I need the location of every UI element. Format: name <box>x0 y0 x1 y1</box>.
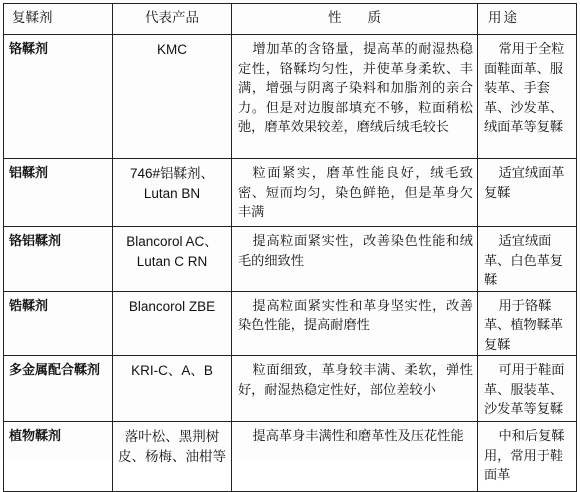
agent-usage: 适宜绒面革复鞣 <box>484 166 565 201</box>
header-property: 性质 <box>232 4 478 35</box>
table-row <box>4 356 577 422</box>
header-usage: 用途 <box>478 4 577 35</box>
agent-usage-cell <box>478 291 577 356</box>
agent-property: 提高粒面紧实性，改善染色性能和绒毛的细致性 <box>238 234 473 269</box>
agent-name: 铬鞣剂 <box>4 35 113 159</box>
agent-name: 铬铝鞣剂 <box>4 227 113 292</box>
agent-property-cell <box>232 291 478 356</box>
agent-property: 提高革身丰满性和磨革性及压花性能 <box>252 429 464 444</box>
agent-product: 落叶松、黑荆树皮、杨梅、油柑等 <box>113 422 232 492</box>
agent-property-cell <box>232 422 478 492</box>
agent-name: 植物鞣剂 <box>4 422 113 492</box>
table-row <box>4 422 577 492</box>
agent-usage: 用于铬鞣革、植物鞣革复鞣 <box>484 298 564 353</box>
agent-usage-cell <box>478 35 577 159</box>
agent-usage-cell <box>478 227 577 292</box>
header-product: 代表产品 <box>113 4 232 35</box>
agent-product: Blancorol AC、Lutan C RN <box>113 227 232 292</box>
agent-product: KMC <box>113 35 232 159</box>
agent-property-cell <box>232 35 478 159</box>
agent-property: 提高粒面紧实性和革身坚实性，改善染色性能，提高耐磨性 <box>238 298 473 333</box>
header-row <box>4 4 577 35</box>
agent-property: 增加革的含铬量，提高革的耐湿热稳定性，铬鞣均匀性，并使革身柔软、丰满，增强与阴离子染料和加脂剂的亲合力。但是对边腹部填充不够，粒面稍松弛，磨革效果较差，磨绒后绒毛较长 <box>238 42 473 135</box>
agent-name: 锆鞣剂 <box>4 291 113 356</box>
header-name: 复鞣剂 <box>4 4 113 35</box>
table-row <box>4 35 577 159</box>
agent-property-cell <box>232 227 478 292</box>
agent-product: 746#铝鞣剂、Lutan BN <box>113 159 232 227</box>
table-row <box>4 227 577 292</box>
agent-usage: 适宜绒面革、白色革复鞣 <box>484 234 564 288</box>
agent-property-cell <box>232 356 478 422</box>
agent-property: 粒面细致，革身较丰满、柔软，弹性好，耐湿热稳定性好，部位差较小 <box>238 363 473 398</box>
agent-product: Blancorol ZBE <box>113 291 232 356</box>
agent-usage: 常用于全粒面鞋面革、服装革、手套革、沙发革、绒面革等复鞣 <box>484 42 565 135</box>
agent-product: KRI-C、A、B <box>113 356 232 422</box>
agent-property-cell <box>232 159 478 227</box>
agent-usage-cell <box>478 422 577 492</box>
agent-name: 多金属配合鞣剂 <box>4 356 113 422</box>
table-row <box>4 159 577 227</box>
agent-usage: 中和后复鞣用，常用于鞋面革 <box>484 429 565 483</box>
agent-name: 铝鞣剂 <box>4 159 113 227</box>
agent-usage: 可用于鞋面革、服装革、沙发革等复鞣 <box>484 363 565 417</box>
retanning-agent-table <box>3 3 577 492</box>
table-row <box>4 291 577 356</box>
agent-usage-cell <box>478 356 577 422</box>
agent-usage-cell <box>478 159 577 227</box>
agent-property: 粒面紧实，磨革性能良好，绒毛致密、短而均匀，染色鲜艳，但是革身欠丰满 <box>238 166 473 220</box>
